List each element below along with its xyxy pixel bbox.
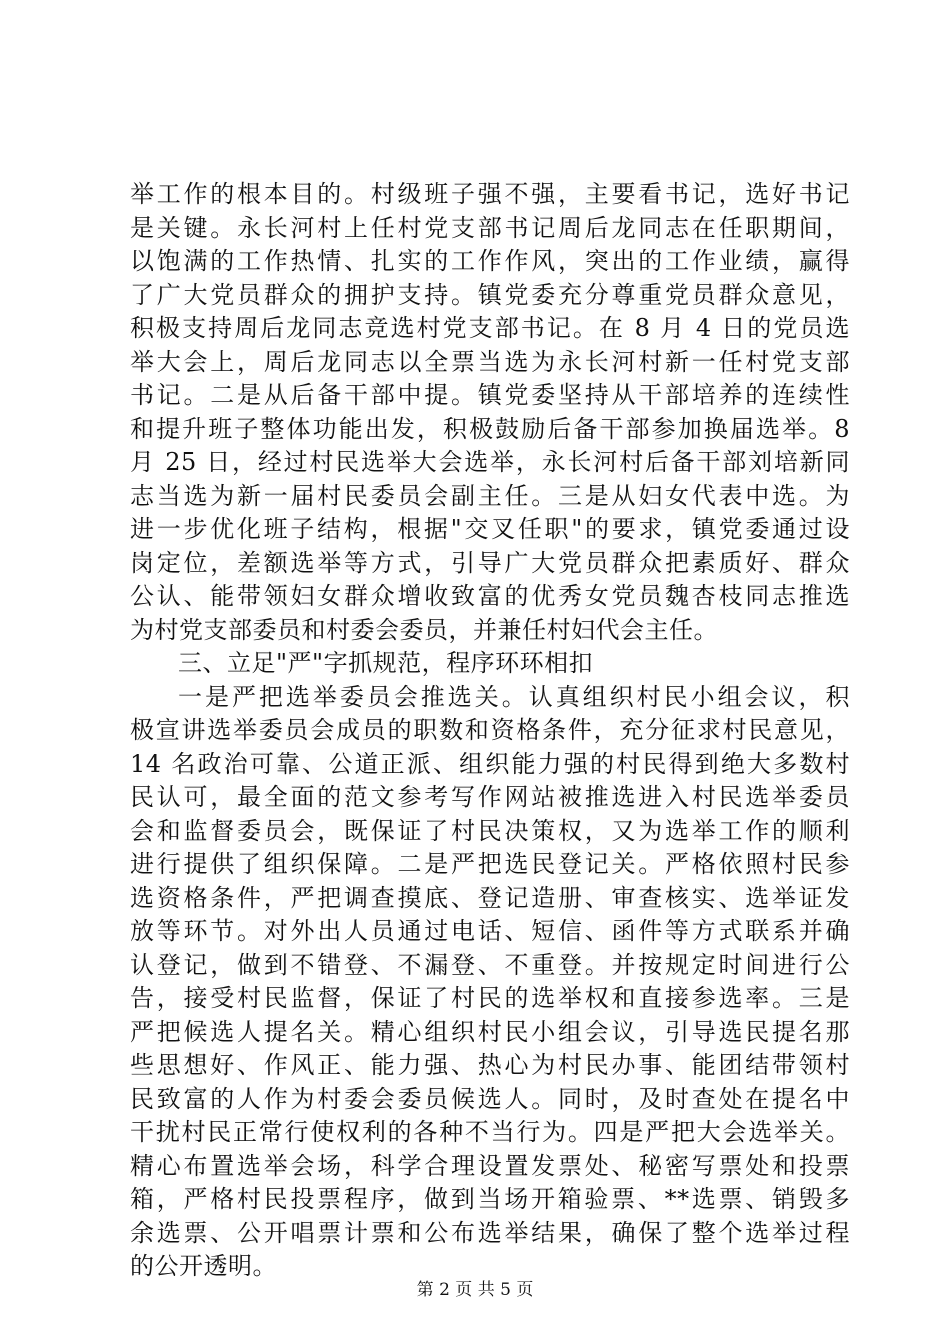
text-line: 进行提供了组织保障。二是严把选民登记关。严格依照村民参: [130, 850, 850, 878]
text-line: 些思想好、作风正、能力强、热心为村民办事、能团结带领村: [130, 1051, 850, 1079]
section-heading: 三、立足"严"字抓规范，程序环环相扣: [178, 649, 594, 677]
text-line: 的公开透明。: [130, 1252, 277, 1280]
text-line: 公认、能带领妇女群众增收致富的优秀女党员魏杏枝同志推选: [130, 582, 850, 610]
text-line: 干扰村民正常行使权利的各种不当行为。四是严把大会选举关。: [130, 1118, 850, 1146]
body-text: [130, 178, 850, 1284]
text-line: 箱，严格村民投票程序，做到当场开箱验票、**选票、销毁多: [130, 1185, 850, 1213]
text-line: 积极支持周后龙同志竞选村党支部书记。在 8 月 4 日的党员选: [130, 314, 850, 342]
text-line: 是关键。永长河村上任村党支部书记周后龙同志在任职期间，: [130, 213, 850, 242]
page-footer: 第 2 页 共 5 页: [416, 1280, 534, 1300]
text-line: 精心布置选举会场，科学合理设置发票处、秘密写票处和投票: [130, 1151, 850, 1180]
text-line: 岗定位，差额选举等方式，引导广大党员群众把素质好、群众: [130, 548, 850, 577]
text-line: 告，接受村民监督，保证了村民的选举权和直接参选率。三是: [130, 984, 850, 1012]
text-line: 14 名政治可靠、公道正派、组织能力强的村民得到绝大多数村: [130, 749, 850, 778]
text-line: 举大会上，周后龙同志以全票当选为永长河村新一任村党支部: [130, 347, 850, 376]
text-line: 余选票、公开唱票计票和公布选举结果，确保了整个选举过程: [130, 1218, 850, 1247]
text-line: 民认可，最全面的范文参考写作网站被推选进入村民选举委员: [130, 783, 850, 811]
text-line: 选资格条件，严把调查摸底、登记造册、审查核实、选举证发: [130, 883, 850, 912]
text-line: 和提升班子整体功能出发，积极鼓励后备干部参加换届选举。8: [130, 414, 850, 443]
text-line: 了广大党员群众的拥护支持。镇党委充分尊重党员群众意见，: [130, 280, 850, 309]
text-line: 月 25 日，经过村民选举大会选举，永长河村后备干部刘培新同: [130, 448, 850, 476]
text-line: 严把候选人提名关。精心组织村民小组会议，引导选民提名那: [130, 1017, 850, 1046]
text-line: 书记。二是从后备干部中提。镇党委坚持从干部培养的连续性: [130, 381, 850, 409]
text-line: 为村党支部委员和村委会委员，并兼任村妇代会主任。: [130, 615, 718, 644]
text-line: 认登记，做到不错登、不漏登、不重登。并按规定时间进行公: [130, 950, 850, 979]
text-line: 放等环节。对外出人员通过电话、短信、函件等方式联系并确: [130, 917, 850, 945]
text-line: 极宣讲选举委员会成员的职数和资格条件，充分征求村民意见，: [130, 716, 850, 744]
text-line: 一是严把选举委员会推选关。认真组织村民小组会议，积: [178, 682, 850, 711]
text-line: 以饱满的工作热情、扎实的工作作风，突出的工作业绩，赢得: [130, 247, 850, 275]
text-line: 志当选为新一届村民委员会副主任。三是从妇女代表中选。为: [130, 481, 850, 510]
text-line: 举工作的根本目的。村级班子强不强，主要看书记，选好书记: [130, 180, 850, 208]
text-line: 民致富的人作为村委会委员候选人。同时，及时查处在提名中: [130, 1084, 850, 1113]
text-line: 会和监督委员会，既保证了村民决策权，又为选举工作的顺利: [130, 816, 850, 845]
text-line: 进一步优化班子结构，根据"交叉任职"的要求，镇党委通过设: [130, 515, 850, 543]
